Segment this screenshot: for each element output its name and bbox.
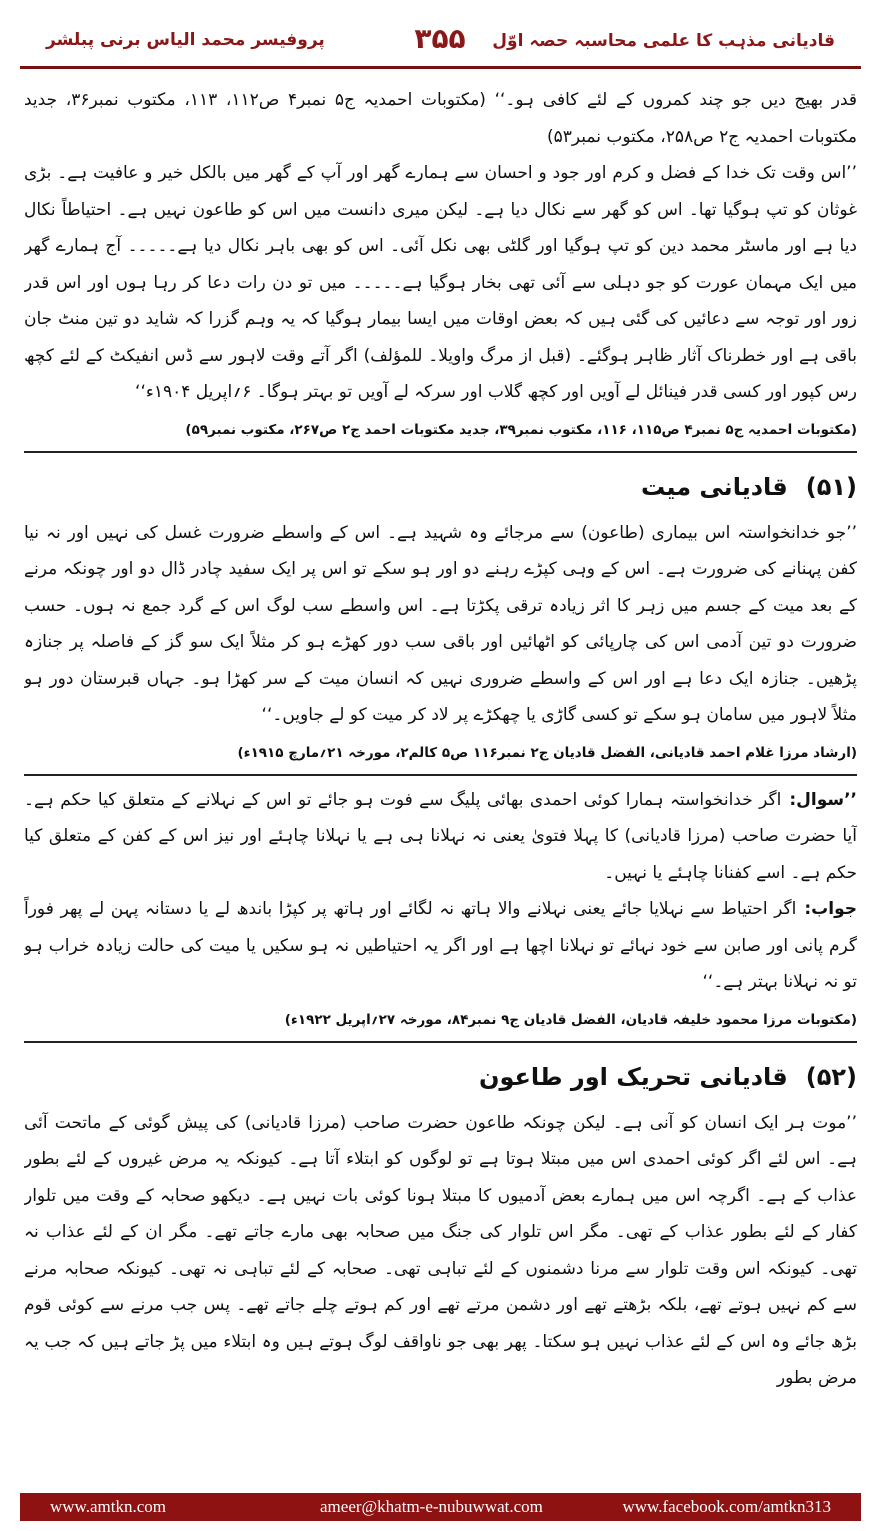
section-divider (24, 1041, 857, 1043)
section-divider (24, 774, 857, 776)
website-link[interactable]: www.amtkn.com (50, 1497, 166, 1516)
book-title: قادیانی مذہب کا علمی محاسبہ حصہ اوّل (492, 31, 835, 51)
body-paragraph: قدر بھیج دیں جو چند کمروں کے لئے کافی ہو۔‘‘ (مکتوبات احمدیہ ج۵ نمبر۴ ص۱۱۲، ۱۱۳، مکتوب نمبر۳۶، جدید مکتوبات احمدیہ ج۲ ص۲۵۸، مکتوب نمبر۵۳) (24, 90, 857, 147)
facebook-link[interactable]: www.facebook.com/amtkn313 (622, 1497, 831, 1516)
section-title: قادیانی تحریک اور طاعون (479, 1062, 788, 1091)
qa-text: اگر خدانخواستہ ہمارا کوئی احمدی بھائی پلیگ سے فوت ہو جائے تو اس کے نہلانے کے متعلق کیا حکم ہے۔ آیا حضرت صاحب (مرزا قادیانی) کا پہلا فتویٰ یعنی نہ نہلانا ہی ہے یا نہلانا چاہئے اور نیز اس کے کفن کے متعلق کیا حکم ہے۔ اسے کفنانا چاہئے یا نہیں۔ (24, 789, 857, 883)
section-divider (24, 451, 857, 453)
section-title: قادیانی میت (640, 472, 788, 501)
qa-paragraph (24, 782, 857, 892)
page-header (0, 0, 881, 72)
author-name: پروفیسر محمد الیاس برنی پبلشر (46, 30, 325, 50)
reference-citation: (مکتوبات مرزا محمود خلیفہ قادیان، الفضل قادیان ج۹ نمبر۸۴، مورخہ ۲۷؍اپریل ۱۹۲۲ء) (284, 1011, 857, 1028)
header-divider (20, 66, 861, 69)
section-heading (24, 463, 857, 511)
qa-label: ’’سوال: (789, 789, 857, 810)
qa-paragraph (24, 891, 857, 1001)
qa-text: اگر احتیاط سے نہلایا جائے یعنی نہلانے والا ہاتھ نہ لگائے اور ہاتھ پر کپڑا باندھ لے یا دستانہ پہن لے پھر فوراً گرم پانی اور صابن سے خود نہائے تو نہلانا اچھا ہے اور اگر یہ احتیاطیں نہ ہو سکیں یا میت کی حالت زیادہ خراب ہو تو نہ نہلانا بہتر ہے۔‘‘ (24, 899, 857, 992)
page-footer (20, 1493, 861, 1521)
reference-citation: (مکتوبات احمدیہ ج۵ نمبر۴ ص۱۱۵، ۱۱۶، مکتوب نمبر۳۹، جدید مکتوبات احمد ج۲ ص۲۶۷، مکتوب نمبر۵۹) (185, 421, 857, 438)
body-paragraph: ’’موت ہر ایک انسان کو آنی ہے۔ لیکن چونکہ طاعون حضرت صاحب (مرزا قادیانی) کی پیش گوئی کے ماتحت آئی ہے۔ اس لئے اگر کوئی احمدی اس میں مبتلا ہوتا ہے تو لوگوں کو ابتلاء آتا ہے۔ کیونکہ یہ مرض غیروں کے لئے بطور عذاب کے ہے۔ اگرچہ اس میں ہمارے بعض آدمیوں کا مبتلا ہونا کوئی بات نہیں ہے۔ دیکھو صحابہ کے وقت میں تلوار کفار کے لئے بطور عذاب کے تھی۔ مگر اس تلوار کی جنگ میں صحابہ بھی مارے جاتے تھے۔ مگر ان کے لئے عذاب نہ تھی۔ کیونکہ اس وقت تلوار سے مرنا دشمنوں کے لئے تباہی تھی۔ صحابہ کے لئے تباہی نہ تھی۔ کیونکہ صحابہ مرنے سے کم نہیں ہوتے تھے، بلکہ بڑھتے تھے اور دشمن مرتے تھے اور کم ہوتے چلے جاتے تھے۔ پس جب مرنے سے کوئی قوم بڑھ جائے وہ اس کے لئے عذاب نہیں ہو سکتا۔ پھر بھی جو ناواقف لوگ ہوتے ہیں وہ ابتلاء میں پڑ جاتے ہیں کہ جب یہ مرض بطور (24, 1112, 857, 1388)
page-body (24, 82, 857, 1460)
section-heading (24, 1053, 857, 1101)
section-number: (۵۱) (805, 472, 857, 501)
email-link[interactable]: ameer@khatm-e-nubuwwat.com (320, 1497, 543, 1516)
page-number: ۳۵۵ (414, 22, 466, 55)
body-paragraph: ’’جو خدانخواستہ اس بیماری (طاعون) سے مرجائے وہ شہید ہے۔ اس کے واسطے ضرورت غسل کی نہیں اور نہ نیا کفن پہنانے کی ضرورت ہے۔ اس کے وہی کپڑے رہنے دو اور ہو سکے تو اس پر ایک سفید چادر ڈال دو اور چونکہ مرنے کے بعد میت کے جسم میں زہر کا اثر زیادہ ترقی پکڑتا ہے۔ اس واسطے سب لوگ اس کے گرد جمع نہ ہوں۔ حسب ضرورت دو تین آدمی اس کی چارپائی کو اٹھائیں اور باقی سب دور کھڑے ہو کر مثلاً ایک سو گز کے فاصلہ پر جنازہ پڑھیں۔ جنازہ ایک دعا ہے اور اس کے واسطے ضروری نہیں کہ انسان میت کے سر کھڑا ہو۔ جہاں قبرستان دور ہو مثلاً لاہور میں سامان ہو سکے تو کسی گاڑی یا چھکڑے پر لاد کر میت کو لے جاویں۔‘‘ (24, 522, 857, 725)
section-number: (۵۲) (805, 1062, 857, 1091)
reference-citation: (ارشاد مرزا غلام احمد قادیانی، الفضل قادیان ج۲ نمبر۱۱۶ ص۵ کالم۲، مورخہ ۲۱؍مارچ ۱۹۱۵ء) (237, 744, 857, 761)
body-paragraph: ’’اس وقت تک خدا کے فضل و کرم اور جود و احسان سے ہمارے گھر اور آپ کے گھر میں بالکل خیر و عافیت ہے۔ بڑی غوثان کو تپ ہوگیا تھا۔ اس کو گھر سے نکال دیا ہے۔ لیکن میری دانست میں اس کو طاعون نہیں ہے۔ احتیاطاً نکال دیا ہے اور ماسٹر محمد دین کو تپ ہوگیا اور گلٹی بھی نکل آئی۔ اس کو بھی باہر نکال دیا ہے۔۔۔۔۔ آج ہمارے گھر میں ایک مہمان عورت کو جو دہلی سے آئی تھی بخار ہوگیا ہے۔۔۔۔۔ میں تو دن رات دعا کر رہا ہوں اور اس قدر زور اور توجہ سے دعائیں کی گئی ہیں کہ بعض اوقات میں ایسا بیمار ہوگیا کہ یہ وہم گزرا کہ شاید دو تین منٹ جان باقی ہے اور خطرناک آثار ظاہر ہوگئے۔ (قبل از مرگ واویلا۔ للمؤلف) اگر آتے وقت لاہور سے ڈس انفیکٹ کے لئے کچھ رس کپور اور کسی قدر فینائل لے آویں اور کچھ گلاب اور سرکہ لے آویں تو بہتر ہوگا۔ ۶؍اپریل ۱۹۰۴ء‘‘ (24, 163, 857, 402)
qa-label: جواب: (804, 899, 857, 919)
